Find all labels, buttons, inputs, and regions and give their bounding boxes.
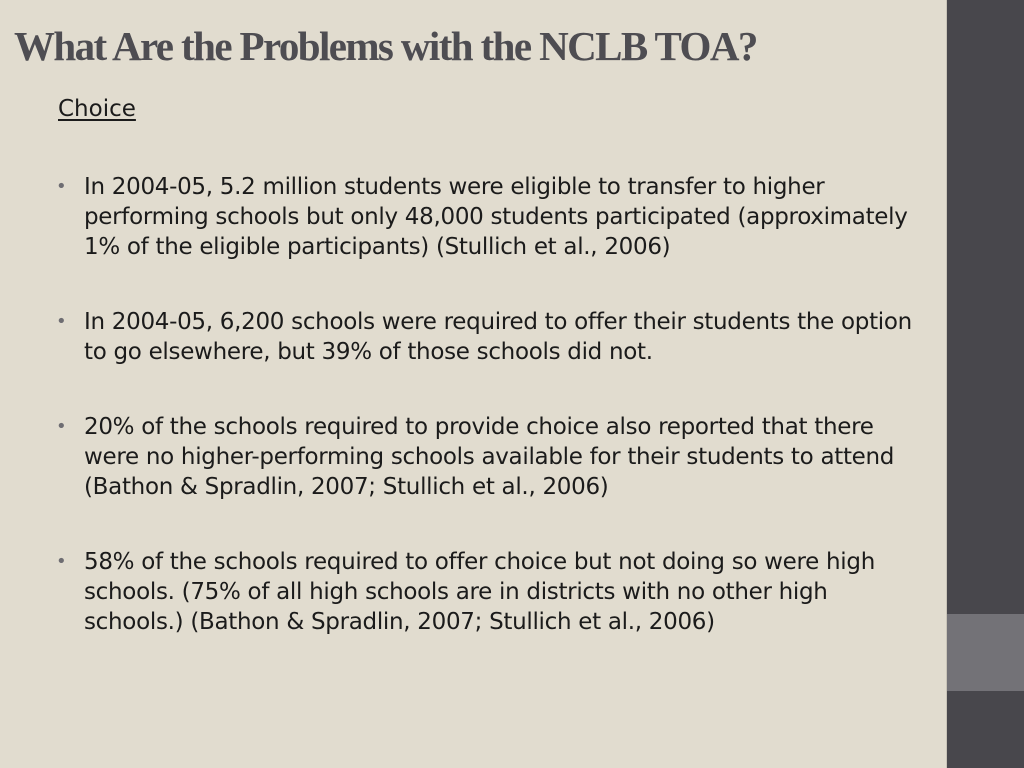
bullet-text: In 2004-05, 5.2 million students were eligible to transfer to higher performing schools but only 48,000 students participated (approximately 1% of the eligible participants) (Stullich et al., 2006) <box>84 174 908 260</box>
bullet-dot-icon: • <box>56 311 67 332</box>
bullet-item <box>52 547 922 637</box>
bullet-item <box>52 307 922 367</box>
bullet-item <box>52 172 922 262</box>
bullet-dot-icon: • <box>56 416 67 437</box>
bullet-dot-icon: • <box>56 551 67 572</box>
bullet-item <box>52 412 922 502</box>
slide-title: What Are the Problems with the NCLB TOA? <box>14 23 757 69</box>
bullet-text: 58% of the schools required to offer choice but not doing so were high schools. (75% of all high schools are in districts with no other high schools.) (Bathon & Spradlin, 2007; Stullich et al., 2006) <box>84 549 875 635</box>
side-accent-block <box>947 614 1024 691</box>
section-subhead: Choice <box>58 96 136 122</box>
bullet-list <box>52 172 922 637</box>
bullet-dot-icon: • <box>56 176 67 197</box>
bullet-text: In 2004-05, 6,200 schools were required to offer their students the option to go elsewhere, but 39% of those schools did not. <box>84 309 912 365</box>
bullet-text: 20% of the schools required to provide choice also reported that there were no higher-performing schools available for their students to attend (Bathon & Spradlin, 2007; Stullich et al., 2006) <box>84 414 895 500</box>
